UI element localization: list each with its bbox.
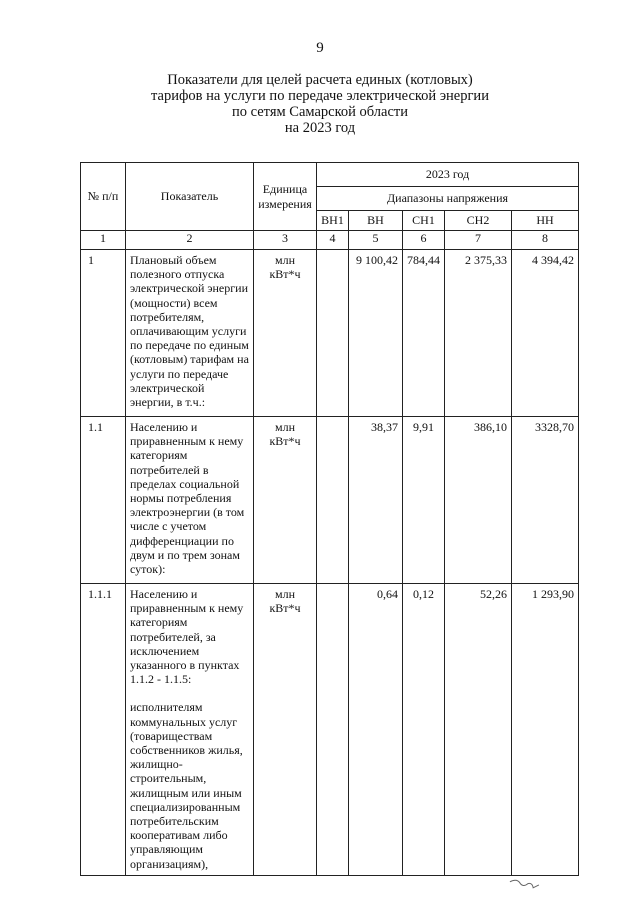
title-line-1: Показатели для целей расчета единых (котловых): [167, 72, 473, 88]
value-vn1: [317, 250, 349, 417]
header-voltage-ranges: Диапазоны напряжения: [317, 187, 579, 211]
row-number: 1: [81, 250, 126, 417]
unit-line: кВт*ч: [269, 434, 301, 448]
row-unit: [254, 250, 317, 417]
row-indicator: Населению и приравненным к нему категориям потребителей в пределах социальной нормы потребления электроэнергии (в том числе с учетом дифференциации по двум и по трем зонам суток):: [126, 417, 254, 584]
value-vn: 38,37: [349, 417, 403, 584]
row-unit: [254, 584, 317, 876]
value-sn1: 9,91: [403, 417, 445, 584]
col-number: 1: [81, 231, 126, 250]
unit-line: млн: [274, 587, 295, 601]
header-nn: НН: [512, 211, 579, 231]
value-sn1: 0,12: [403, 584, 445, 876]
column-number-row: [81, 231, 579, 250]
unit-line: кВт*ч: [269, 601, 301, 615]
table-row: [81, 584, 579, 876]
value-sn2: 2 375,33: [445, 250, 512, 417]
table-row: [81, 417, 579, 584]
title-line-4: на 2023 год: [284, 120, 356, 136]
header-vn1: ВН1: [317, 211, 349, 231]
value-nn: 3328,70: [512, 417, 579, 584]
value-nn: 1 293,90: [512, 584, 579, 876]
title-line-2: тарифов на услуги по передаче электрической энергии: [151, 88, 489, 104]
header-indicator: Показатель: [126, 163, 254, 231]
value-vn: 0,64: [349, 584, 403, 876]
col-number: 6: [403, 231, 445, 250]
row-indicator-text: Населению и приравненным к нему категориям потребителей, за исключением указанного в пунктах 1.1.2 - 1.1.5:: [130, 587, 244, 687]
row-indicator-subtext: исполнителям коммунальных услуг (товариществам собственников жилья, жилищно-строительным, жилищным или иным специализированным потребительским кооперативам либо управляющим организациям),: [130, 700, 243, 871]
col-number: 2: [126, 231, 254, 250]
table-row: [81, 250, 579, 417]
header-vn: ВН: [349, 211, 403, 231]
header-unit: Единица измерения: [254, 163, 317, 231]
row-number: 1.1: [81, 417, 126, 584]
value-sn2: 52,26: [445, 584, 512, 876]
document-title: [0, 72, 640, 136]
title-line-3: по сетям Самарской области: [231, 104, 409, 120]
value-vn1: [317, 417, 349, 584]
unit-line: млн: [274, 253, 295, 267]
unit-line: млн: [274, 420, 295, 434]
page-number: 9: [316, 40, 324, 56]
value-nn: 4 394,42: [512, 250, 579, 417]
row-indicator: [126, 584, 254, 876]
header-num: № п/п: [81, 163, 126, 231]
value-vn1: [317, 584, 349, 876]
row-indicator: Плановый объем полезного отпуска электрической энергии (мощности) всем потребителям, оплачивающим услуги по передаче по единым (котловым) тарифам на услуги по передаче электрической энергии, в т.ч.:: [126, 250, 254, 417]
tariff-indicators-table: [80, 162, 579, 876]
value-sn2: 386,10: [445, 417, 512, 584]
col-number: 8: [512, 231, 579, 250]
header-year: 2023 год: [317, 163, 579, 187]
unit-line: кВт*ч: [269, 267, 301, 281]
value-vn: 9 100,42: [349, 250, 403, 417]
col-number: 4: [317, 231, 349, 250]
header-sn1: СН1: [403, 211, 445, 231]
header-sn2: СН2: [445, 211, 512, 231]
value-sn1: 784,44: [403, 250, 445, 417]
col-number: 7: [445, 231, 512, 250]
row-number: 1.1.1: [81, 584, 126, 876]
col-number: 5: [349, 231, 403, 250]
row-unit: [254, 417, 317, 584]
col-number: 3: [254, 231, 317, 250]
